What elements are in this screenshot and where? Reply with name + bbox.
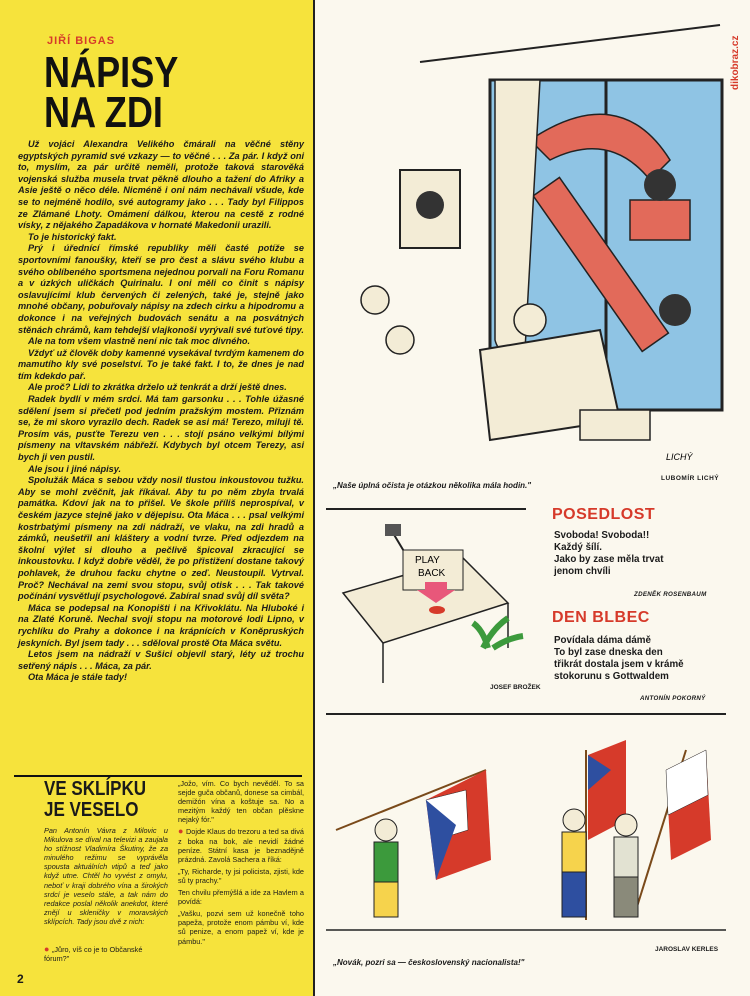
poem-line: Každý šílí. (554, 542, 602, 553)
man-right-body (614, 837, 638, 877)
blbec-poem (554, 635, 684, 683)
article-paragraph: Ota Máca je stále tady! (28, 672, 128, 683)
article-paragraph: Letos jsem na nádraží v Sušici objevil starý, léty už trochu setřený nápis . . . Máca, za pár. (18, 649, 304, 671)
page-number: 2 (17, 972, 24, 986)
portrait-figure (416, 191, 444, 219)
title-line-2: NA ZDI (44, 88, 163, 137)
article-body (18, 139, 304, 684)
cartoon-bottom-artist: JAROSLAV KERLES (655, 946, 719, 953)
man-left-legs (374, 882, 398, 917)
cartoon-playback-illustration (333, 518, 533, 688)
cartoon-top-artist: LUBOMÍR LICHÝ (661, 475, 720, 482)
site-watermark: dikobraz.cz (730, 35, 741, 90)
posedlost-heading: POSEDLOST (552, 506, 656, 523)
article-paragraph: To je historický fakt. (28, 231, 117, 242)
sklipek-title-line-1: VE SKLÍPKU (44, 778, 147, 800)
man-middle-body (562, 832, 586, 872)
microphone (385, 524, 401, 536)
sign-text-1: PLAY (415, 555, 440, 566)
sign-text-2: BACK (418, 568, 446, 579)
poem-line: třikrát dostala jsem v krámě (554, 659, 684, 670)
figure-left (644, 169, 676, 201)
joke-2-b: „Ty, Richarde, ty jsi policista, zjisti, kde sů ty prachy." (178, 866, 304, 885)
article-paragraph: Ale proč? Lidi to zkrátka drželo už tenkrát a drží ještě dnes. (28, 382, 287, 393)
official-figure (514, 304, 546, 336)
posedlost-author: ZDENĚK ROSENBAUM (634, 591, 707, 598)
blbec-heading: DEN BLBEC (552, 609, 650, 626)
reporter-figure (386, 326, 414, 354)
poem-line: Jako by zase měla trvat (554, 554, 664, 565)
cartoon-bottom-caption: „Novák, pozri sa — československý nacionalista!" (333, 958, 525, 967)
article-author: JIŘÍ BIGAS (47, 35, 116, 47)
article-paragraph: Máca se podepsal na Konopišti i na Křivoklátu. Na Hluboké i na Zlaté Koruně. Nechal svoji stopu na motorové lodi Lipno, v rychlíku do Prahy a dokonce i na krápnících v Koněpruských jeskyních. Byl jsem tady . . . sděloval prostě Ota Máca světu. (18, 602, 304, 648)
man-left-body (374, 842, 398, 882)
sklipek-title (44, 779, 146, 821)
poem-line: stokorunu s Gottwaldem (554, 671, 669, 682)
joke-2-d: „Vašku, pozvi sem už konečně toho papeža, protože enom pámbu ví, kde sů penize, a enom papež ví, kde je pámbu." (178, 909, 304, 946)
section-divider (14, 775, 302, 777)
bullet-icon: ● (178, 826, 187, 837)
cartoon-window-illustration (330, 20, 730, 460)
cartoon-playback-artist: JOSEF BROŽEK (490, 684, 541, 691)
poem-line: jenom chvíli (554, 566, 611, 577)
article-paragraph: Vždyť už člověk doby kamenné vysekával tvrdým kamenem do mamutího kly své poselství. To je také fakt. I to, že dnes je nad tím kdekdo pař. (18, 347, 304, 381)
sklipek-joke-1-start (44, 945, 168, 963)
man-middle-legs (562, 872, 586, 917)
rule-bottom (326, 713, 726, 715)
joke-2-a-text: Dojde Klaus do trezoru a ted sa divá z boka na bok, ale nevidí žádné peníze. Státní kasa je beznadějně prázdná. Zavolá Sachera a říká: (178, 827, 304, 864)
article-paragraph: Už vojáci Alexandra Velikého čmárali na věčné stěny egyptských pyramid své vzkazy — to věčné . . . Za pár. I když oni to, myslím, za pár určitě neměli, protože taková starověká vojenská služba musela trvat pěkně dlouho a tažení do Afriky a Asie ještě o něco déle. Nicméně i oni nám nechávali všude, kde se to nejméně hodilo, své autogramy jako . . . Tady byl Filippos ze Zlámané Lhoty. Omámení dálkou, kterou na cestě z rodné vísky, z nějakého Zapadákova v hornaté Makedonii urazili. (18, 139, 304, 231)
column-divider (313, 0, 315, 996)
hammer-head (630, 200, 690, 240)
sklipek-title-line-2: JE VESELO (44, 799, 139, 821)
sklipek-intro: Pan Antonín Vávra z Milovic u Mikulova se díval na televizi a zaujala ho stížnost Vladimíra Škutiny, že za minulého režimu se vyprávěla spousta aktuálních vtipů a teď jako když utne. Chtěl ho vyvést z omylu, neboť v kraji dobrého vína a širokých srdcí je veselo stále, a tak nám do redakce poslal několik anekdot, které znějí u skleničky v moravských sklípcích. Tady jsou dvě z nich: (44, 826, 168, 926)
radiator (580, 410, 650, 440)
article-title (44, 48, 179, 137)
joke-1-start-text: „Jůro, víš co je to Občanské fórum?" (44, 945, 143, 964)
article-paragraph: Ale na tom všem vlastně není nic tak moc divného. (28, 336, 251, 347)
man-right-legs (614, 877, 638, 917)
plant (473, 618, 523, 648)
cartoon-signature: LICHÝ (666, 452, 693, 460)
article-paragraph: Spolužák Máca s sebou vždy nosil tlustou inkoustovou tužku. Aby se mohl zvěčnit, jak říkával. Aby tu po něm zbyla trvalá památka. Kdoví jak na to přišel. Ve škole příliš neprospíval, v českém jazyce stejně jako v dějepisu. Ota Máca . . . psal velkými kostrbatými písmeny na zdi nádraží, ve vlaku, na zdi hradů a zámků, neušetřil ani kláštery a vodní tvrze. Před odjezdem na školní výlet si dlouho a pečlivě špicoval zkracující se inkoustovku. I když dobře věděl, že po přistižení dostane takový pohlavek, že druhou facku chytne o zeď. Neustoupil. Vytrval. Proč? Nechával na zemi svou stopu, svůj otisk . . . Tak takové počínání vysvětlují psychologové. Zabíral snad svůj díl světa? (18, 475, 304, 602)
poem-line: Povídala dáma dámě (554, 635, 651, 646)
poem-line: Svoboda! Svoboda!! (554, 530, 650, 541)
joke-2-c: Ten chvilu přemýšlá a ide za Havlem a povídá: (178, 888, 304, 907)
article-paragraph: Ale jsou i jiné nápisy. (28, 463, 122, 474)
cartoon-top-caption: „Naše úplná očista je otázkou několika mála hodin." (333, 481, 532, 490)
bullet-icon: ● (44, 944, 52, 954)
posedlost-poem (554, 530, 663, 578)
man-right-head (615, 814, 637, 836)
man-middle-head (563, 809, 585, 831)
button (429, 606, 445, 614)
man-left-head (375, 819, 397, 841)
sklipek-column-2 (178, 779, 304, 949)
title-line-1: NÁPISY (44, 48, 179, 97)
ceiling-line (420, 25, 720, 62)
rule-left (326, 508, 526, 510)
blbec-author: ANTONÍN POKORNÝ (640, 695, 706, 702)
article-paragraph: Radek bydlí v mém srdci. Má tam garsonku . . . Tohle úžasné sdělení jsem si přečetl pod jedním pražským mostem. Přiznám se, že mi skoro vyrazilo dech. Radek se asi má! Terezo, miluji tě. Prosím vás, pusťte Terezu ven . . . stojí psáno velkými bílými písmeny na vltavském nábřeží. Kdybych byl otcem Terezy, asi bych ji ven pustil. (18, 394, 304, 463)
cartoon-flags-illustration (326, 730, 726, 955)
joke-2-a (178, 827, 304, 863)
reporter-figure (361, 286, 389, 314)
joke-1-continuation: „Jožo, vím. Co bych nevěděl. To sa sejde guča občanů, donese sa cimbál, demižón vína a koštuje sa. No a mezitým každý ten občan plěskne nejaký fór." (178, 779, 304, 825)
article-paragraph: Prý i úřednící římské republiky měli časté potíže se sportovními fanoušky, kteří se pro čest a slávu svého klubu a svého oblíbeného sportsmena nejednou porvali na Foru Romanu a v úzkých uličkách Quirinalu. I oni měli co činit s nápisy oslavujícími klub červených či zelených, také je, stejně jako mnohé občany, pobuřovaly nápisy na zdech cirku a hipodromu a dokonce i na veřejných budovách senátu a na posvátných stěnách chrámů, kam tehdejší vlajkonoši vyrývali své tuťové tipy. (18, 243, 304, 335)
poem-line: To byl zase dneska den (554, 647, 663, 658)
figure-right (659, 294, 691, 326)
